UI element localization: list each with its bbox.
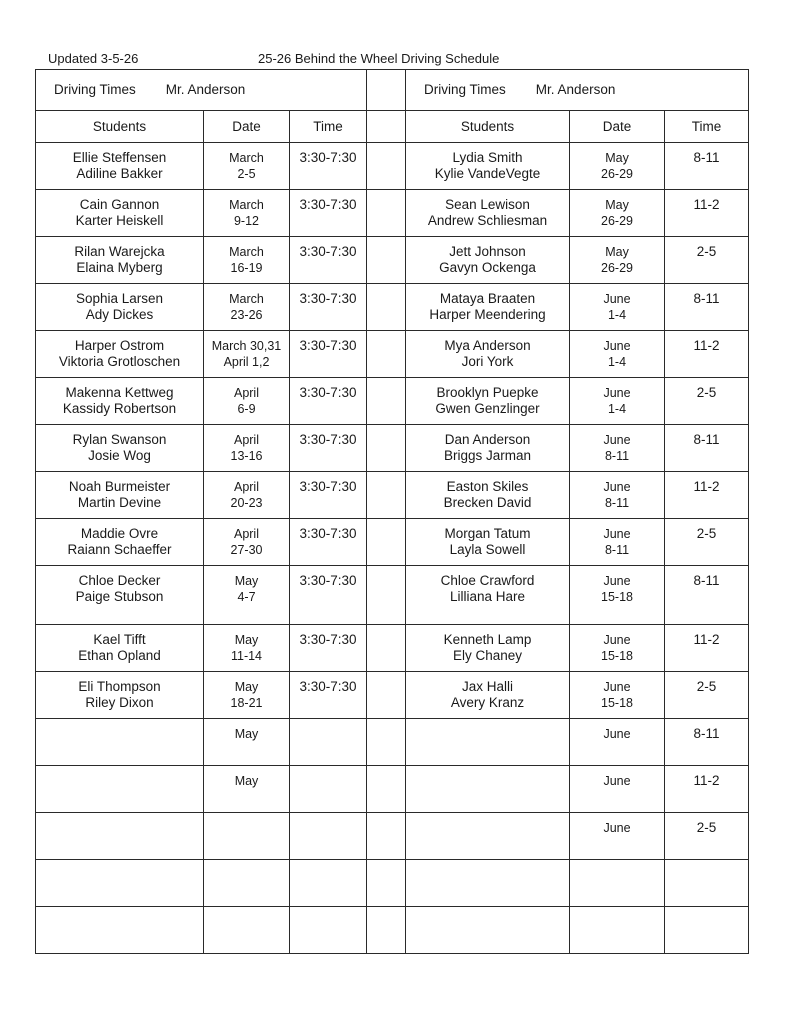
student-name: Mataya Braaten xyxy=(439,291,536,306)
left-students-cell xyxy=(36,766,204,813)
left-time-cell xyxy=(290,331,367,378)
right-students-cell xyxy=(406,284,570,331)
date-days: 26-29 xyxy=(601,167,634,181)
left-students-cell xyxy=(36,519,204,566)
student-name: Viktoria Grotloschen xyxy=(58,354,181,369)
student-name: Rylan Swanson xyxy=(72,432,167,447)
date-month: June xyxy=(603,727,631,741)
date-days: 2-5 xyxy=(237,167,256,181)
left-driving-times-label: Driving Times xyxy=(54,82,136,97)
date-days: 20-23 xyxy=(230,496,263,510)
time-range: 3:30-7:30 xyxy=(299,150,357,165)
left-date-cell xyxy=(204,190,290,237)
right-students-cell xyxy=(406,766,570,813)
time-range: 3:30-7:30 xyxy=(299,679,357,694)
left-students-cell xyxy=(36,378,204,425)
student-name: Kenneth Lamp xyxy=(443,632,532,647)
schedule-table xyxy=(35,69,749,954)
time-range: 3:30-7:30 xyxy=(299,432,357,447)
left-date-cell xyxy=(204,766,290,813)
table-row xyxy=(36,331,749,378)
right-students-cell xyxy=(406,190,570,237)
date-days: 6-9 xyxy=(237,402,256,416)
date-days: 15-18 xyxy=(601,649,634,663)
left-students-cell xyxy=(36,860,204,907)
student-name: Ellie Steffensen xyxy=(72,150,167,165)
student-name: Sophia Larsen xyxy=(75,291,164,306)
date-month: June xyxy=(603,633,631,647)
left-date-cell xyxy=(204,860,290,907)
right-date-cell xyxy=(570,519,665,566)
table-row xyxy=(36,566,749,625)
table-row xyxy=(36,813,749,860)
separator-cell xyxy=(367,472,406,519)
separator-cell xyxy=(367,143,406,190)
right-date-cell xyxy=(570,860,665,907)
left-date-cell xyxy=(204,331,290,378)
right-date-cell xyxy=(570,143,665,190)
table-row xyxy=(36,907,749,954)
left-date-cell xyxy=(204,237,290,284)
student-name: Chloe Crawford xyxy=(440,573,535,588)
left-students-cell xyxy=(36,719,204,766)
left-students-cell xyxy=(36,143,204,190)
separator-cell xyxy=(367,813,406,860)
right-students-cell xyxy=(406,237,570,284)
student-name: Lilliana Hare xyxy=(450,589,526,604)
time-range: 8-11 xyxy=(693,291,720,306)
time-range: 8-11 xyxy=(693,150,720,165)
right-date-cell xyxy=(570,472,665,519)
right-date-cell xyxy=(570,625,665,672)
left-time-cell xyxy=(290,190,367,237)
left-time-cell xyxy=(290,907,367,954)
student-name: Avery Kranz xyxy=(450,695,525,710)
student-name: Paige Stubson xyxy=(75,589,164,604)
right-date-cell xyxy=(570,566,665,625)
left-students-cell xyxy=(36,907,204,954)
right-time-cell xyxy=(665,190,749,237)
date-month: May xyxy=(234,633,259,647)
left-students-cell xyxy=(36,813,204,860)
table-row xyxy=(36,519,749,566)
date-days: 8-11 xyxy=(604,449,630,463)
left-instructor-name: Mr. Anderson xyxy=(165,82,246,97)
student-name: Easton Skiles xyxy=(446,479,529,494)
date-month: March 30,31 xyxy=(211,339,282,353)
left-time-cell xyxy=(290,860,367,907)
time-range: 3:30-7:30 xyxy=(299,526,357,541)
student-name: Morgan Tatum xyxy=(444,526,531,541)
student-name: Harper Ostrom xyxy=(74,338,165,353)
date-month: March xyxy=(229,198,264,212)
left-time-header: Time xyxy=(290,111,367,143)
date-month: April xyxy=(233,386,259,400)
right-time-cell xyxy=(665,425,749,472)
student-name: Lydia Smith xyxy=(452,150,523,165)
left-instructor-header xyxy=(36,70,367,111)
right-driving-times-label: Driving Times xyxy=(424,82,506,97)
date-days: 26-29 xyxy=(601,261,634,275)
table-row xyxy=(36,284,749,331)
right-time-cell xyxy=(665,907,749,954)
date-month: May xyxy=(234,727,259,741)
student-name: Cain Gannon xyxy=(79,197,160,212)
date-month: June xyxy=(603,680,631,694)
right-students-cell xyxy=(406,472,570,519)
time-range: 3:30-7:30 xyxy=(299,385,357,400)
separator-cell xyxy=(367,566,406,625)
date-month: June xyxy=(603,480,631,494)
date-days: 8-11 xyxy=(604,543,630,557)
right-time-header: Time xyxy=(665,111,749,143)
student-name: Brecken David xyxy=(443,495,532,510)
student-name: Ely Chaney xyxy=(453,648,523,663)
student-name: Noah Burmeister xyxy=(68,479,171,494)
right-time-cell xyxy=(665,625,749,672)
student-name: Raiann Schaeffer xyxy=(67,542,172,557)
left-time-cell xyxy=(290,143,367,190)
right-time-cell xyxy=(665,766,749,813)
date-month: May xyxy=(605,245,629,259)
date-days: 23-26 xyxy=(230,308,263,322)
time-range: 11-2 xyxy=(693,479,720,494)
updated-date: Updated 3-5-26 xyxy=(48,51,139,66)
date-month: June xyxy=(603,774,631,788)
student-name: Sean Lewison xyxy=(445,197,530,212)
separator-cell xyxy=(367,111,406,143)
right-students-cell xyxy=(406,672,570,719)
date-month: May xyxy=(234,680,259,694)
time-range: 3:30-7:30 xyxy=(299,197,357,212)
separator-cell xyxy=(367,519,406,566)
table-row xyxy=(36,237,749,284)
left-time-cell xyxy=(290,766,367,813)
right-students-cell xyxy=(406,625,570,672)
date-month: April xyxy=(233,433,259,447)
right-date-cell xyxy=(570,813,665,860)
left-time-cell xyxy=(290,237,367,284)
right-date-cell xyxy=(570,284,665,331)
table-row xyxy=(36,425,749,472)
date-month: April xyxy=(233,527,259,541)
date-days: 18-21 xyxy=(230,696,263,710)
right-time-cell xyxy=(665,284,749,331)
left-time-cell xyxy=(290,519,367,566)
table-row xyxy=(36,143,749,190)
separator-cell xyxy=(367,284,406,331)
right-time-cell xyxy=(665,331,749,378)
date-month: May xyxy=(605,198,629,212)
date-days: 9-12 xyxy=(233,214,260,228)
table-row xyxy=(36,378,749,425)
right-students-cell xyxy=(406,813,570,860)
date-month: March xyxy=(229,245,264,259)
date-days: 1-4 xyxy=(607,355,627,369)
separator-cell xyxy=(367,766,406,813)
time-range: 2-5 xyxy=(696,820,717,835)
date-days: 15-18 xyxy=(601,696,634,710)
column-header-row xyxy=(36,111,749,143)
left-students-cell xyxy=(36,190,204,237)
table-row xyxy=(36,672,749,719)
date-days: 13-16 xyxy=(230,449,263,463)
time-range: 11-2 xyxy=(693,338,720,353)
document-header xyxy=(48,51,751,69)
left-time-cell xyxy=(290,472,367,519)
right-time-cell xyxy=(665,860,749,907)
left-date-cell xyxy=(204,672,290,719)
date-month: June xyxy=(603,527,631,541)
right-students-cell xyxy=(406,907,570,954)
left-date-cell xyxy=(204,519,290,566)
date-month: June xyxy=(603,433,631,447)
student-name: Jax Halli xyxy=(462,679,514,694)
date-month: April xyxy=(233,480,259,494)
left-date-cell xyxy=(204,143,290,190)
date-month: May xyxy=(234,774,259,788)
left-time-cell xyxy=(290,672,367,719)
time-range: 8-11 xyxy=(693,432,720,447)
date-month: June xyxy=(603,292,631,306)
date-month: June xyxy=(603,386,631,400)
left-time-cell xyxy=(290,625,367,672)
left-time-cell xyxy=(290,813,367,860)
left-students-cell xyxy=(36,425,204,472)
time-range: 2-5 xyxy=(696,385,717,400)
right-date-cell xyxy=(570,237,665,284)
date-days: 1-4 xyxy=(607,402,627,416)
student-name: Gavyn Ockenga xyxy=(439,260,536,275)
left-date-cell xyxy=(204,284,290,331)
right-students-cell xyxy=(406,860,570,907)
student-name: Andrew Schliesman xyxy=(427,213,548,228)
right-instructor-header xyxy=(406,70,749,111)
separator-cell xyxy=(367,237,406,284)
date-month: June xyxy=(603,339,631,353)
right-date-cell xyxy=(570,331,665,378)
right-students-cell xyxy=(406,331,570,378)
student-name: Brooklyn Puepke xyxy=(436,385,539,400)
student-name: Mya Anderson xyxy=(444,338,531,353)
time-range: 11-2 xyxy=(693,197,720,212)
right-date-cell xyxy=(570,719,665,766)
instructor-header-row xyxy=(36,70,749,111)
separator-cell xyxy=(367,190,406,237)
left-date-cell xyxy=(204,425,290,472)
left-students-cell xyxy=(36,672,204,719)
student-name: Briggs Jarman xyxy=(444,448,532,463)
right-time-cell xyxy=(665,143,749,190)
date-days: 11-14 xyxy=(230,649,263,663)
student-name: Rilan Warejcka xyxy=(74,244,165,259)
left-students-cell xyxy=(36,472,204,519)
time-range: 2-5 xyxy=(696,526,717,541)
right-date-cell xyxy=(570,907,665,954)
separator-cell xyxy=(367,672,406,719)
date-days: 8-11 xyxy=(604,496,630,510)
table-row xyxy=(36,766,749,813)
right-date-cell xyxy=(570,766,665,813)
right-students-cell xyxy=(406,719,570,766)
separator-cell xyxy=(367,425,406,472)
right-students-cell xyxy=(406,143,570,190)
separator-cell xyxy=(367,625,406,672)
date-days: April 1,2 xyxy=(223,355,270,369)
time-range: 3:30-7:30 xyxy=(299,632,357,647)
student-name: Dan Anderson xyxy=(444,432,531,447)
right-date-cell xyxy=(570,672,665,719)
left-date-cell xyxy=(204,378,290,425)
right-date-header: Date xyxy=(570,111,665,143)
student-name: Karter Heiskell xyxy=(75,213,164,228)
left-students-header: Students xyxy=(36,111,204,143)
student-name: Kylie VandeVegte xyxy=(434,166,541,181)
date-month: March xyxy=(229,151,264,165)
left-students-cell xyxy=(36,625,204,672)
time-range: 2-5 xyxy=(696,244,717,259)
student-name: Harper Meendering xyxy=(429,307,546,322)
separator-cell xyxy=(367,719,406,766)
time-range: 11-2 xyxy=(693,773,720,788)
left-date-cell xyxy=(204,566,290,625)
table-row xyxy=(36,625,749,672)
right-students-cell xyxy=(406,425,570,472)
right-students-cell xyxy=(406,378,570,425)
table-row xyxy=(36,860,749,907)
right-date-cell xyxy=(570,190,665,237)
right-time-cell xyxy=(665,378,749,425)
date-month: May xyxy=(605,151,629,165)
time-range: 3:30-7:30 xyxy=(299,573,357,588)
table-row xyxy=(36,472,749,519)
time-range: 3:30-7:30 xyxy=(299,244,357,259)
separator-cell xyxy=(367,378,406,425)
left-date-cell xyxy=(204,813,290,860)
date-month: June xyxy=(603,821,631,835)
right-time-cell xyxy=(665,519,749,566)
left-time-cell xyxy=(290,284,367,331)
student-name: Ethan Opland xyxy=(78,648,161,663)
time-range: 11-2 xyxy=(693,632,720,647)
date-days: 16-19 xyxy=(230,261,263,275)
date-days: 27-30 xyxy=(230,543,263,557)
right-time-cell xyxy=(665,672,749,719)
student-name: Martin Devine xyxy=(77,495,162,510)
student-name: Eli Thompson xyxy=(78,679,161,694)
separator-cell xyxy=(367,331,406,378)
left-students-cell xyxy=(36,566,204,625)
student-name: Makenna Kettweg xyxy=(65,385,174,400)
date-month: May xyxy=(234,574,259,588)
right-time-cell xyxy=(665,719,749,766)
left-students-cell xyxy=(36,237,204,284)
left-date-cell xyxy=(204,625,290,672)
right-time-cell xyxy=(665,813,749,860)
table-row xyxy=(36,719,749,766)
time-range: 3:30-7:30 xyxy=(299,291,357,306)
left-date-cell xyxy=(204,719,290,766)
table-row xyxy=(36,190,749,237)
date-month: June xyxy=(603,574,631,588)
student-name: Jett Johnson xyxy=(449,244,526,259)
date-month: March xyxy=(229,292,264,306)
right-students-cell xyxy=(406,566,570,625)
right-students-header: Students xyxy=(406,111,570,143)
time-range: 3:30-7:30 xyxy=(299,338,357,353)
date-days: 1-4 xyxy=(607,308,627,322)
left-date-header: Date xyxy=(204,111,290,143)
page-title: 25-26 Behind the Wheel Driving Schedule xyxy=(258,51,500,66)
student-name: Adiline Bakker xyxy=(76,166,163,181)
time-range: 2-5 xyxy=(696,679,717,694)
left-students-cell xyxy=(36,331,204,378)
student-name: Layla Sowell xyxy=(449,542,526,557)
student-name: Chloe Decker xyxy=(78,573,161,588)
left-time-cell xyxy=(290,425,367,472)
date-days: 15-18 xyxy=(601,590,634,604)
student-name: Josie Wog xyxy=(88,448,151,463)
separator-cell xyxy=(367,907,406,954)
left-time-cell xyxy=(290,719,367,766)
student-name: Riley Dixon xyxy=(85,695,154,710)
right-time-cell xyxy=(665,566,749,625)
student-name: Kassidy Robertson xyxy=(62,401,177,416)
student-name: Ady Dickes xyxy=(85,307,154,322)
left-students-cell xyxy=(36,284,204,331)
left-time-cell xyxy=(290,378,367,425)
right-time-cell xyxy=(665,237,749,284)
student-name: Gwen Genzlinger xyxy=(435,401,540,416)
date-days: 26-29 xyxy=(601,214,634,228)
right-date-cell xyxy=(570,378,665,425)
right-date-cell xyxy=(570,425,665,472)
student-name: Jori York xyxy=(461,354,514,369)
left-date-cell xyxy=(204,472,290,519)
time-range: 8-11 xyxy=(693,726,720,741)
time-range: 8-11 xyxy=(693,573,720,588)
student-name: Elaina Myberg xyxy=(76,260,163,275)
right-students-cell xyxy=(406,519,570,566)
separator-cell xyxy=(367,70,406,111)
date-days: 4-7 xyxy=(237,590,256,604)
left-date-cell xyxy=(204,907,290,954)
student-name: Kael Tifft xyxy=(93,632,146,647)
left-time-cell xyxy=(290,566,367,625)
separator-cell xyxy=(367,860,406,907)
right-time-cell xyxy=(665,472,749,519)
right-instructor-name: Mr. Anderson xyxy=(535,82,616,97)
student-name: Maddie Ovre xyxy=(80,526,159,541)
time-range: 3:30-7:30 xyxy=(299,479,357,494)
